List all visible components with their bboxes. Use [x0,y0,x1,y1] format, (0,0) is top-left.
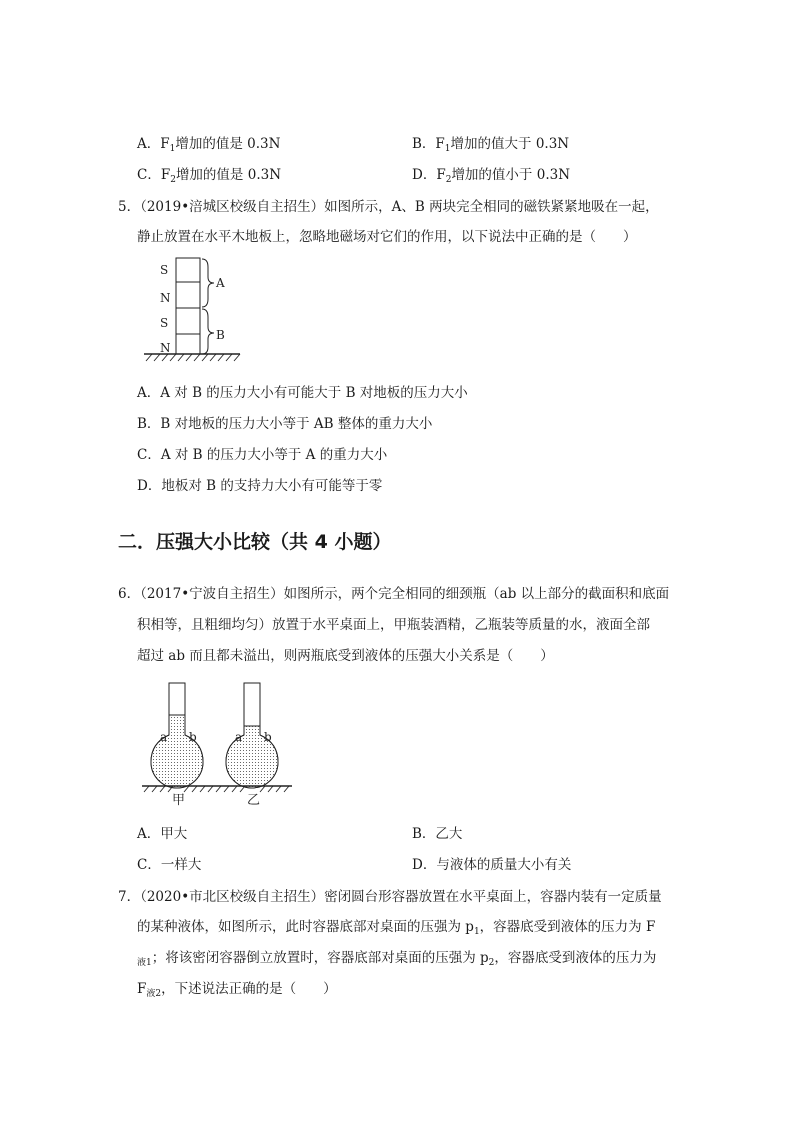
q7-stem-line1: 7．（2020•市北区校级自主招生）密闭圆台形容器放置在水平桌面上，容器内装有一定质量 [118,889,662,905]
pole-label-4: N [160,341,171,355]
q6-stem-line2: 积相等，且粗细均匀）放置于水平桌面上，甲瓶装酒精，乙瓶装等质量的水，液面全部 [137,617,650,633]
label-jia: 甲 [172,793,186,808]
q7-stem-line2: 的某种液体，如图所示，此时容器底部对桌面的压强为 $p_1$，容器底受到液体的压力为 F [137,919,656,937]
brace-b [202,309,214,354]
table-hatching [144,786,289,792]
q5-option-d: D．地板对 B 的支持力大小有可能等于零 [137,478,383,494]
mark-b-left: b [189,730,197,744]
q7-stem-line4: $F_{液2}$，下述说法正确的是（ ） [137,981,337,999]
brace-a [202,259,214,307]
pole-label-2: N [160,291,171,305]
mark-b-right: b [264,730,272,744]
q4-option-b: B．$F_1$增加的值大于 0.3N [412,136,570,154]
q6-option-a: A．甲大 [137,826,188,842]
pole-label-1: S [160,263,169,277]
magnet-b-upper-block [176,308,200,334]
q6-stem-line1: 6．（2017•宁波自主招生）如图所示，两个完全相同的细颈瓶（ab 以上部分的截面积和底面 [118,586,670,602]
q5-option-a: A．A 对 B 的压力大小有可能大于 B 对地板的压力大小 [137,385,468,401]
q7-stem-line3: $_{液1}$；将该密闭容器倒立放置时，容器底部对桌面的压强为 $p_2$，容器底受到液体的压力为 [137,950,657,968]
q6-stem-line3: 超过 ab 而且都未溢出，则两瓶底受到液体的压强大小关系是（ ） [137,648,554,664]
label-yi: 乙 [247,793,261,808]
flask-left [151,683,203,788]
q4-option-c: C．$F_2$增加的值是 0.3N [137,167,282,185]
q6-option-b: B．乙大 [412,826,463,842]
magnet-figure [140,255,250,365]
q4-option-a: A．$F_1$增加的值是 0.3N [137,136,281,154]
q5-option-c: C．A 对 B 的压力大小等于 A 的重力大小 [137,447,388,463]
q5-option-b: B．B 对地板的压力大小等于 AB 整体的重力大小 [137,416,433,432]
section-heading: 二．压强大小比较（共 4 小题） [118,531,392,553]
q4-option-d: D．$F_2$增加的值小于 0.3N [412,167,571,185]
floor-hatching [146,354,240,361]
q6-option-c: C．一样大 [137,857,202,873]
magnet-b-label: B [216,328,225,342]
liquid-alcohol [151,715,203,788]
flask-right [226,683,278,788]
flask-figure [140,680,300,810]
magnet-a-upper-block [176,258,200,282]
pole-label-3: S [160,316,169,330]
magnet-b-lower-block [176,334,200,354]
q5-stem-line1: 5．（2019•涪城区校级自主招生）如图所示，A、B 两块完全相同的磁铁紧紧地吸在一起， [118,199,659,215]
q5-stem-line2: 静止放置在水平木地板上，忽略地磁场对它们的作用，以下说法中正确的是（ ） [137,229,637,245]
magnet-a-lower-block [176,282,200,308]
mark-a-right: a [235,730,243,744]
mark-a-left: a [160,730,168,744]
q6-option-d: D．与液体的质量大小有关 [412,857,572,873]
magnet-a-label: A [216,276,225,290]
